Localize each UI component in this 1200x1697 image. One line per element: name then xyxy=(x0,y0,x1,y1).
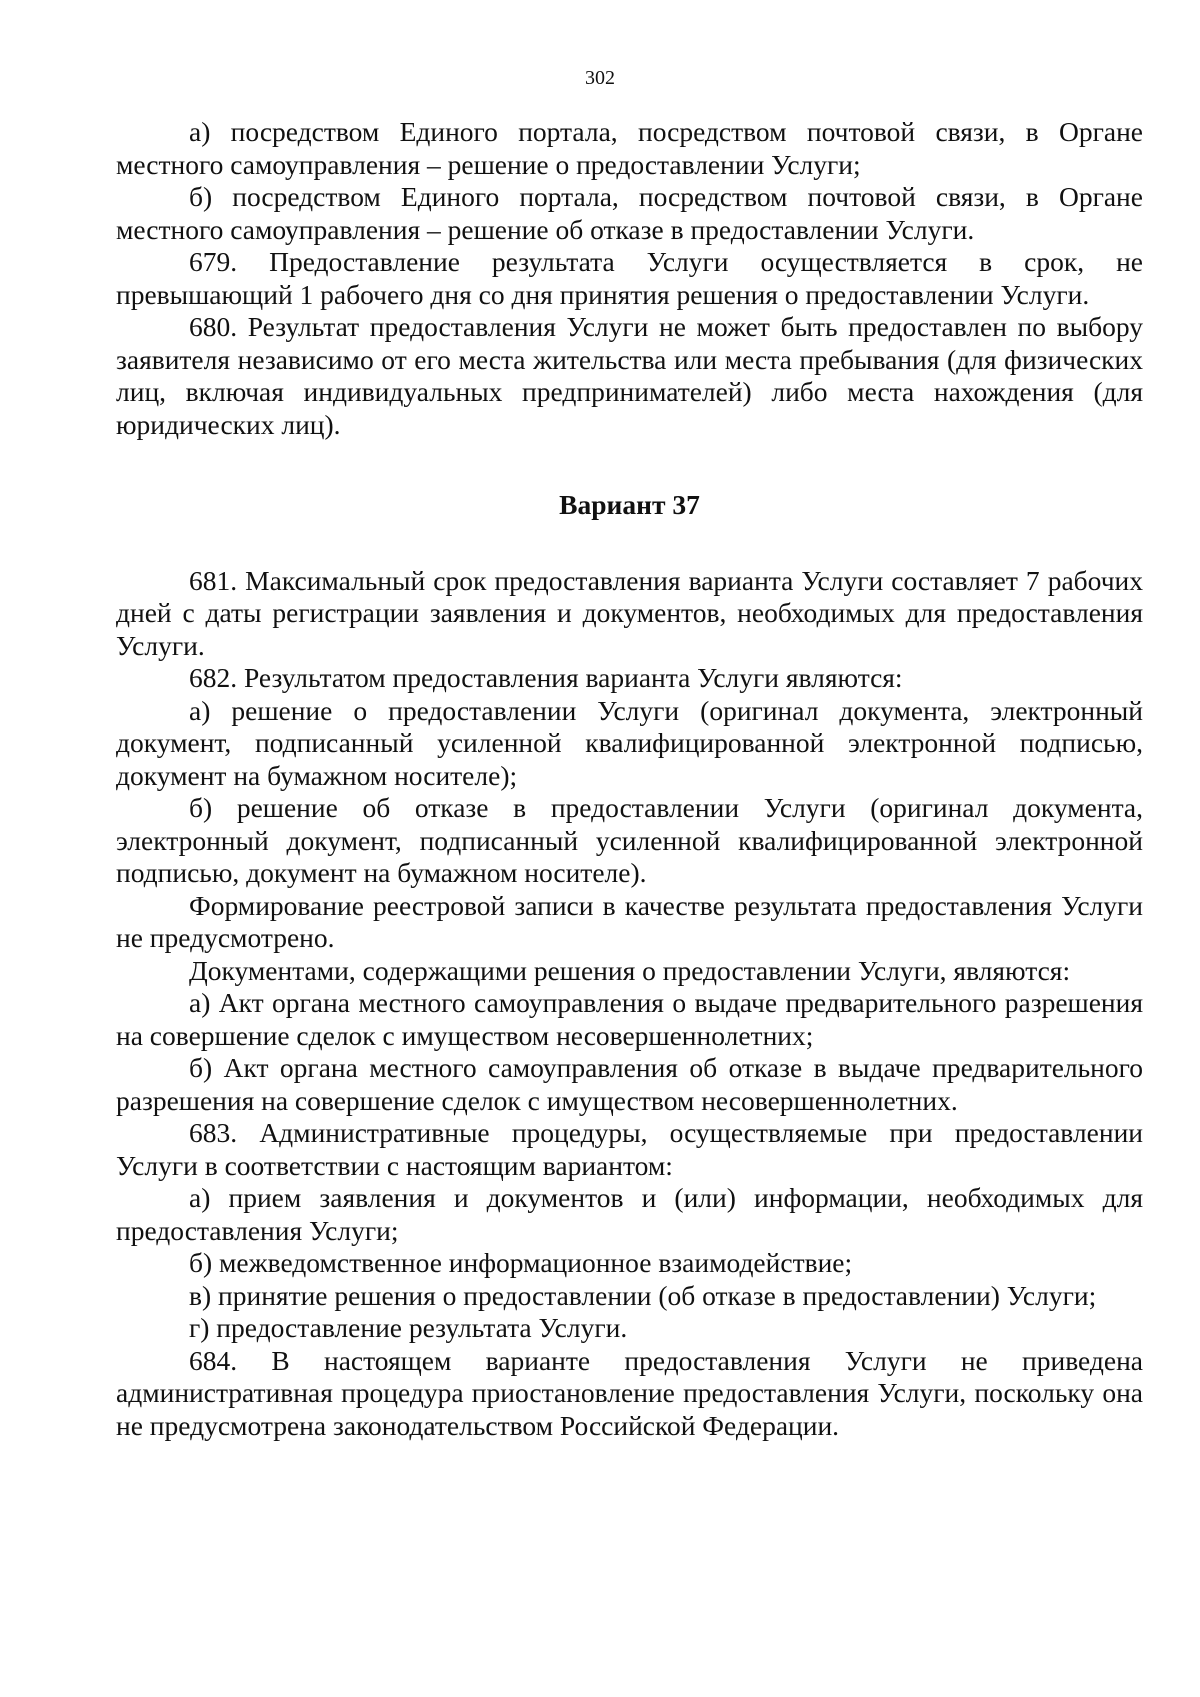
paragraph: 679. Предоставление результата Услуги осуществляется в срок, не превышающий 1 рабочего дня со дня принятия решения о предоставлении Услуги. xyxy=(116,246,1143,310)
spacer xyxy=(116,522,1143,565)
paragraph: б) решение об отказе в предоставлении Услуги (оригинал документа, электронный документ, подписанный усиленной квалифицированной электронной подписью, документ на бумажном носителе). xyxy=(116,792,1143,888)
paragraph: а) посредством Единого портала, посредством почтовой связи, в Органе местного самоуправления – решение о предоставлении Услуги; xyxy=(116,116,1143,180)
section-heading: Вариант 37 xyxy=(559,489,700,520)
spacer xyxy=(116,441,1143,489)
paragraph: а) прием заявления и документов и (или) информации, необходимых для предоставления Услуги; xyxy=(116,1182,1143,1246)
paragraph: в) принятие решения о предоставлении (об отказе в предоставлении) Услуги; xyxy=(189,1279,1097,1311)
document-body xyxy=(116,116,1143,1442)
paragraph: а) Акт органа местного самоуправления о выдаче предварительного разрешения на совершение сделок с имуществом несовершеннолетних; xyxy=(116,987,1143,1051)
paragraph: г) предоставление результата Услуги. xyxy=(189,1312,628,1343)
paragraph: а) решение о предоставлении Услуги (оригинал документа, электронный документ, подписанный усиленной квалифицированной электронной подписью, документ на бумажном носителе); xyxy=(116,694,1143,791)
paragraph: 680. Результат предоставления Услуги не может быть предоставлен по выбору заявителя независимо от его места жительства или места пребывания (для физических лиц, включая индивидуальных предпринимателей) либо места нахождения (для юридических лиц). xyxy=(116,311,1143,440)
paragraph: 681. Максимальный срок предоставления варианта Услуги составляет 7 рабочих дней с даты регистрации заявления и документов, необходимых для предоставления Услуги. xyxy=(116,564,1143,661)
paragraph: б) Акт органа местного самоуправления об отказе в выдаче предварительного разрешения на совершение сделок с имуществом несовершеннолетних. xyxy=(116,1052,1143,1116)
paragraph: Формирование реестровой записи в качестве результата предоставления Услуги не предусмотрено. xyxy=(116,889,1143,953)
paragraph: б) межведомственное информационное взаимодействие; xyxy=(189,1247,853,1278)
paragraph: 684. В настоящем варианте предоставления Услуги не приведена административная процедура приостановление предоставления Услуги, поскольку она не предусмотрена законодательством Российской Федерации. xyxy=(116,1344,1143,1441)
paragraph: Документами, содержащими решения о предоставлении Услуги, являются: xyxy=(189,954,1071,986)
paragraph: 682. Результатом предоставления варианта Услуги являются: xyxy=(189,662,903,693)
paragraph: 683. Административные процедуры, осуществляемые при предоставлении Услуги в соответствии с настоящим вариантом: xyxy=(116,1117,1143,1181)
page-number: 302 xyxy=(585,67,615,89)
paragraph: б) посредством Единого портала, посредством почтовой связи, в Органе местного самоуправления – решение об отказе в предоставлении Услуги. xyxy=(116,181,1143,245)
